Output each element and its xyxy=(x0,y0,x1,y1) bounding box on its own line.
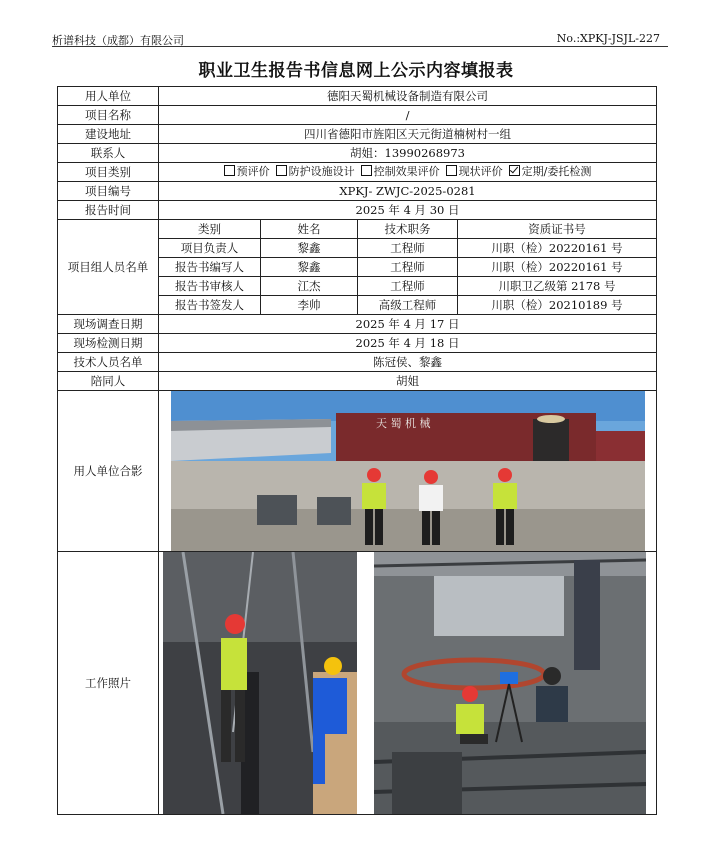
team-role: 报告书签发人 xyxy=(159,296,261,315)
row-escort xyxy=(58,372,657,391)
address-label: 建设地址 xyxy=(58,125,159,144)
row-tech-staff xyxy=(58,353,657,372)
project-name-value: / xyxy=(159,106,657,125)
work-photo-left-image xyxy=(163,552,357,814)
checkbox-icon[interactable] xyxy=(361,165,372,176)
team-title: 工程师 xyxy=(358,258,458,277)
category-label: 项目类别 xyxy=(58,163,159,182)
category-option-periodic-testing[interactable]: 定期/委托检测 xyxy=(509,165,592,178)
page-title: 职业卫生报告书信息网上公示内容填报表 xyxy=(198,61,514,81)
contact-label: 联系人 xyxy=(58,144,159,163)
address-value: 四川省德阳市旌阳区天元街道楠树村一组 xyxy=(159,125,657,144)
team-title: 高级工程师 xyxy=(358,296,458,315)
category-option-pre-evaluation[interactable]: 预评价 xyxy=(224,165,270,178)
escort-value: 胡姐 xyxy=(159,372,657,391)
checkbox-icon[interactable] xyxy=(276,165,287,176)
employer-label: 用人单位 xyxy=(58,87,159,106)
group-photo-label: 用人单位合影 xyxy=(58,391,159,552)
row-project-no xyxy=(58,182,657,201)
team-role: 项目负责人 xyxy=(159,239,261,258)
row-work-photo xyxy=(58,552,657,815)
work-photo-cell xyxy=(159,552,657,815)
escort-label: 陪同人 xyxy=(58,372,159,391)
team-cert: 川职卫乙级第 2178 号 xyxy=(458,277,657,296)
team-header-category: 类别 xyxy=(159,220,261,239)
team-name: 黎鑫 xyxy=(261,258,358,277)
group-photo xyxy=(171,391,645,551)
team-header-title: 技术职务 xyxy=(358,220,458,239)
team-header-name: 姓名 xyxy=(261,220,358,239)
row-employer xyxy=(58,87,657,106)
team-title: 工程师 xyxy=(358,277,458,296)
checkbox-icon[interactable] xyxy=(446,165,457,176)
report-time-label: 报告时间 xyxy=(58,201,159,220)
team-role: 报告书编写人 xyxy=(159,258,261,277)
row-group-photo xyxy=(58,391,657,552)
info-form-table xyxy=(57,86,657,815)
project-no-value: XPKJ- ZWJC-2025-0281 xyxy=(159,182,657,201)
team-cert: 川职（检）20210189 号 xyxy=(458,296,657,315)
team-label: 项目组人员名单 xyxy=(58,220,159,315)
team-name: 李帅 xyxy=(261,296,358,315)
survey-date-value: 2025 年 4 月 17 日 xyxy=(159,315,657,334)
category-option-protection-design[interactable]: 防护设施设计 xyxy=(276,165,355,178)
group-photo-cell xyxy=(159,391,657,552)
group-photo-image xyxy=(171,391,645,551)
row-category xyxy=(58,163,657,182)
row-test-date xyxy=(58,334,657,353)
tech-staff-value: 陈冠侯、黎鑫 xyxy=(159,353,657,372)
tech-staff-label: 技术人员名单 xyxy=(58,353,159,372)
category-option-control-effect[interactable]: 控制效果评价 xyxy=(361,165,440,178)
row-report-time xyxy=(58,201,657,220)
company-name: 析谱科技（成都）有限公司 xyxy=(52,34,184,47)
category-options xyxy=(159,163,657,182)
team-header-cert: 资质证书号 xyxy=(458,220,657,239)
project-name-label: 项目名称 xyxy=(58,106,159,125)
row-address xyxy=(58,125,657,144)
checkbox-icon[interactable] xyxy=(224,165,235,176)
report-time-value: 2025 年 4 月 30 日 xyxy=(159,201,657,220)
team-name: 江杰 xyxy=(261,277,358,296)
category-option-status-evaluation[interactable]: 现状评价 xyxy=(446,165,503,178)
team-title: 工程师 xyxy=(358,239,458,258)
row-survey-date xyxy=(58,315,657,334)
work-photo-label: 工作照片 xyxy=(58,552,159,815)
document-number: No.:XPKJ-JSJL-227 xyxy=(556,32,660,45)
team-cert: 川职（检）20220161 号 xyxy=(458,239,657,258)
employer-value: 德阳天蜀机械设备制造有限公司 xyxy=(159,87,657,106)
checkbox-checked-icon[interactable] xyxy=(509,165,520,176)
team-name: 黎鑫 xyxy=(261,239,358,258)
work-photo-left xyxy=(163,552,357,814)
row-contact xyxy=(58,144,657,163)
test-date-value: 2025 年 4 月 18 日 xyxy=(159,334,657,353)
team-role: 报告书审核人 xyxy=(159,277,261,296)
row-project-name xyxy=(58,106,657,125)
header-divider xyxy=(52,46,668,47)
project-no-label: 项目编号 xyxy=(58,182,159,201)
work-photo-right-image xyxy=(374,552,646,814)
contact-value: 胡姐：13990268973 xyxy=(159,144,657,163)
work-photo-right xyxy=(374,552,646,814)
team-cert: 川职（检）20220161 号 xyxy=(458,258,657,277)
test-date-label: 现场检测日期 xyxy=(58,334,159,353)
survey-date-label: 现场调查日期 xyxy=(58,315,159,334)
team-header-row xyxy=(58,220,657,239)
building-sign-text: 天 蜀 机 械 xyxy=(375,417,430,430)
